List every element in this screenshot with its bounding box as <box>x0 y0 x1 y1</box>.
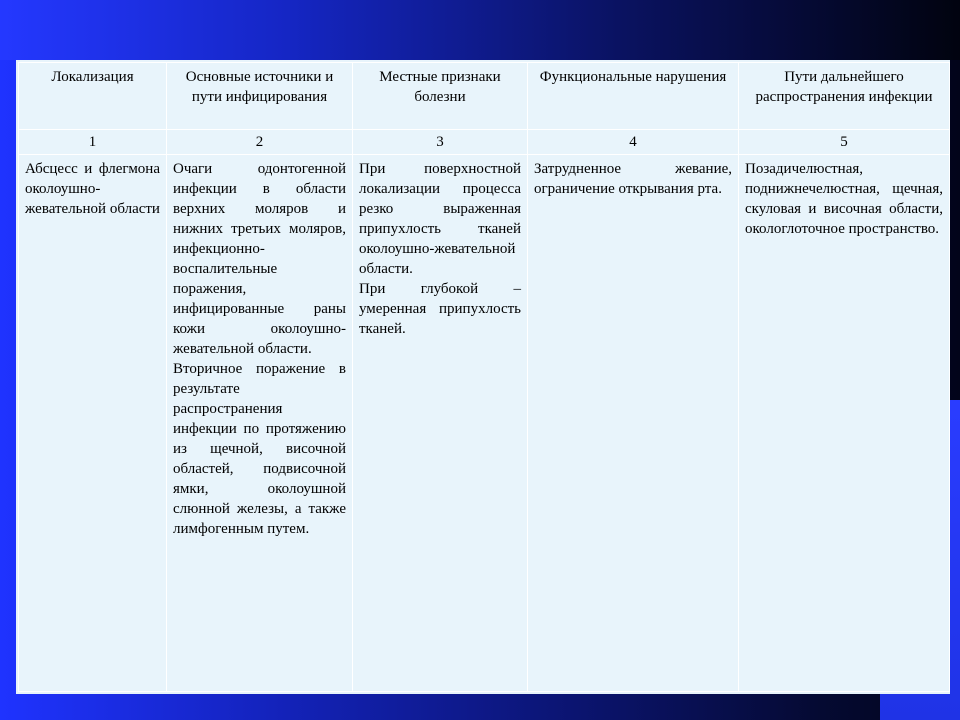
column-number: 2 <box>167 130 353 155</box>
header-spread: Пути дальнейшего распространения инфекции <box>739 63 950 130</box>
column-number: 4 <box>528 130 739 155</box>
column-number: 5 <box>739 130 950 155</box>
cell-spread: Позадичелюстная, поднижнечелюстная, щечная, скуловая и височная области, окологлоточное пространство. <box>739 155 950 692</box>
table-row <box>19 155 950 692</box>
header-functional: Функциональные нарушения <box>528 63 739 130</box>
local-signs-deep: При глубокой – умеренная припухлость тканей. <box>359 281 521 337</box>
local-signs-superficial: При поверхностной локализации процесса резко выраженная припухлость тканей околоушно-жевательной области. <box>359 161 521 277</box>
cell-sources <box>167 155 353 692</box>
table-header-row <box>19 63 950 130</box>
column-number-row <box>19 130 950 155</box>
cell-local-signs <box>353 155 528 692</box>
sources-paragraph-primary: Очаги одонтогенной инфекции в области верхних моляров и нижних третьих моляров, инфекционно-воспалительные поражения, инфицированные раны кожи околоушно-жевательной области. <box>173 161 346 357</box>
sources-paragraph-secondary: Вторичное поражение в результате распространения инфекции по протяжению из щечной, височной областей, подвисочной ямки, околоушной слюнной железы, а также лимфогенным путем. <box>173 361 346 537</box>
header-sources: Основные источники и пути инфицирования <box>167 63 353 130</box>
cell-functional: Затрудненное жевание, ограничение открывания рта. <box>528 155 739 692</box>
column-number: 3 <box>353 130 528 155</box>
column-number: 1 <box>19 130 167 155</box>
cell-localization: Абсцесс и флегмона околоушно-жевательной области <box>19 155 167 692</box>
slide-background-top <box>0 0 960 60</box>
header-localization: Локализация <box>19 63 167 130</box>
infection-table <box>18 62 950 692</box>
header-local-signs: Местные признаки болезни <box>353 63 528 130</box>
